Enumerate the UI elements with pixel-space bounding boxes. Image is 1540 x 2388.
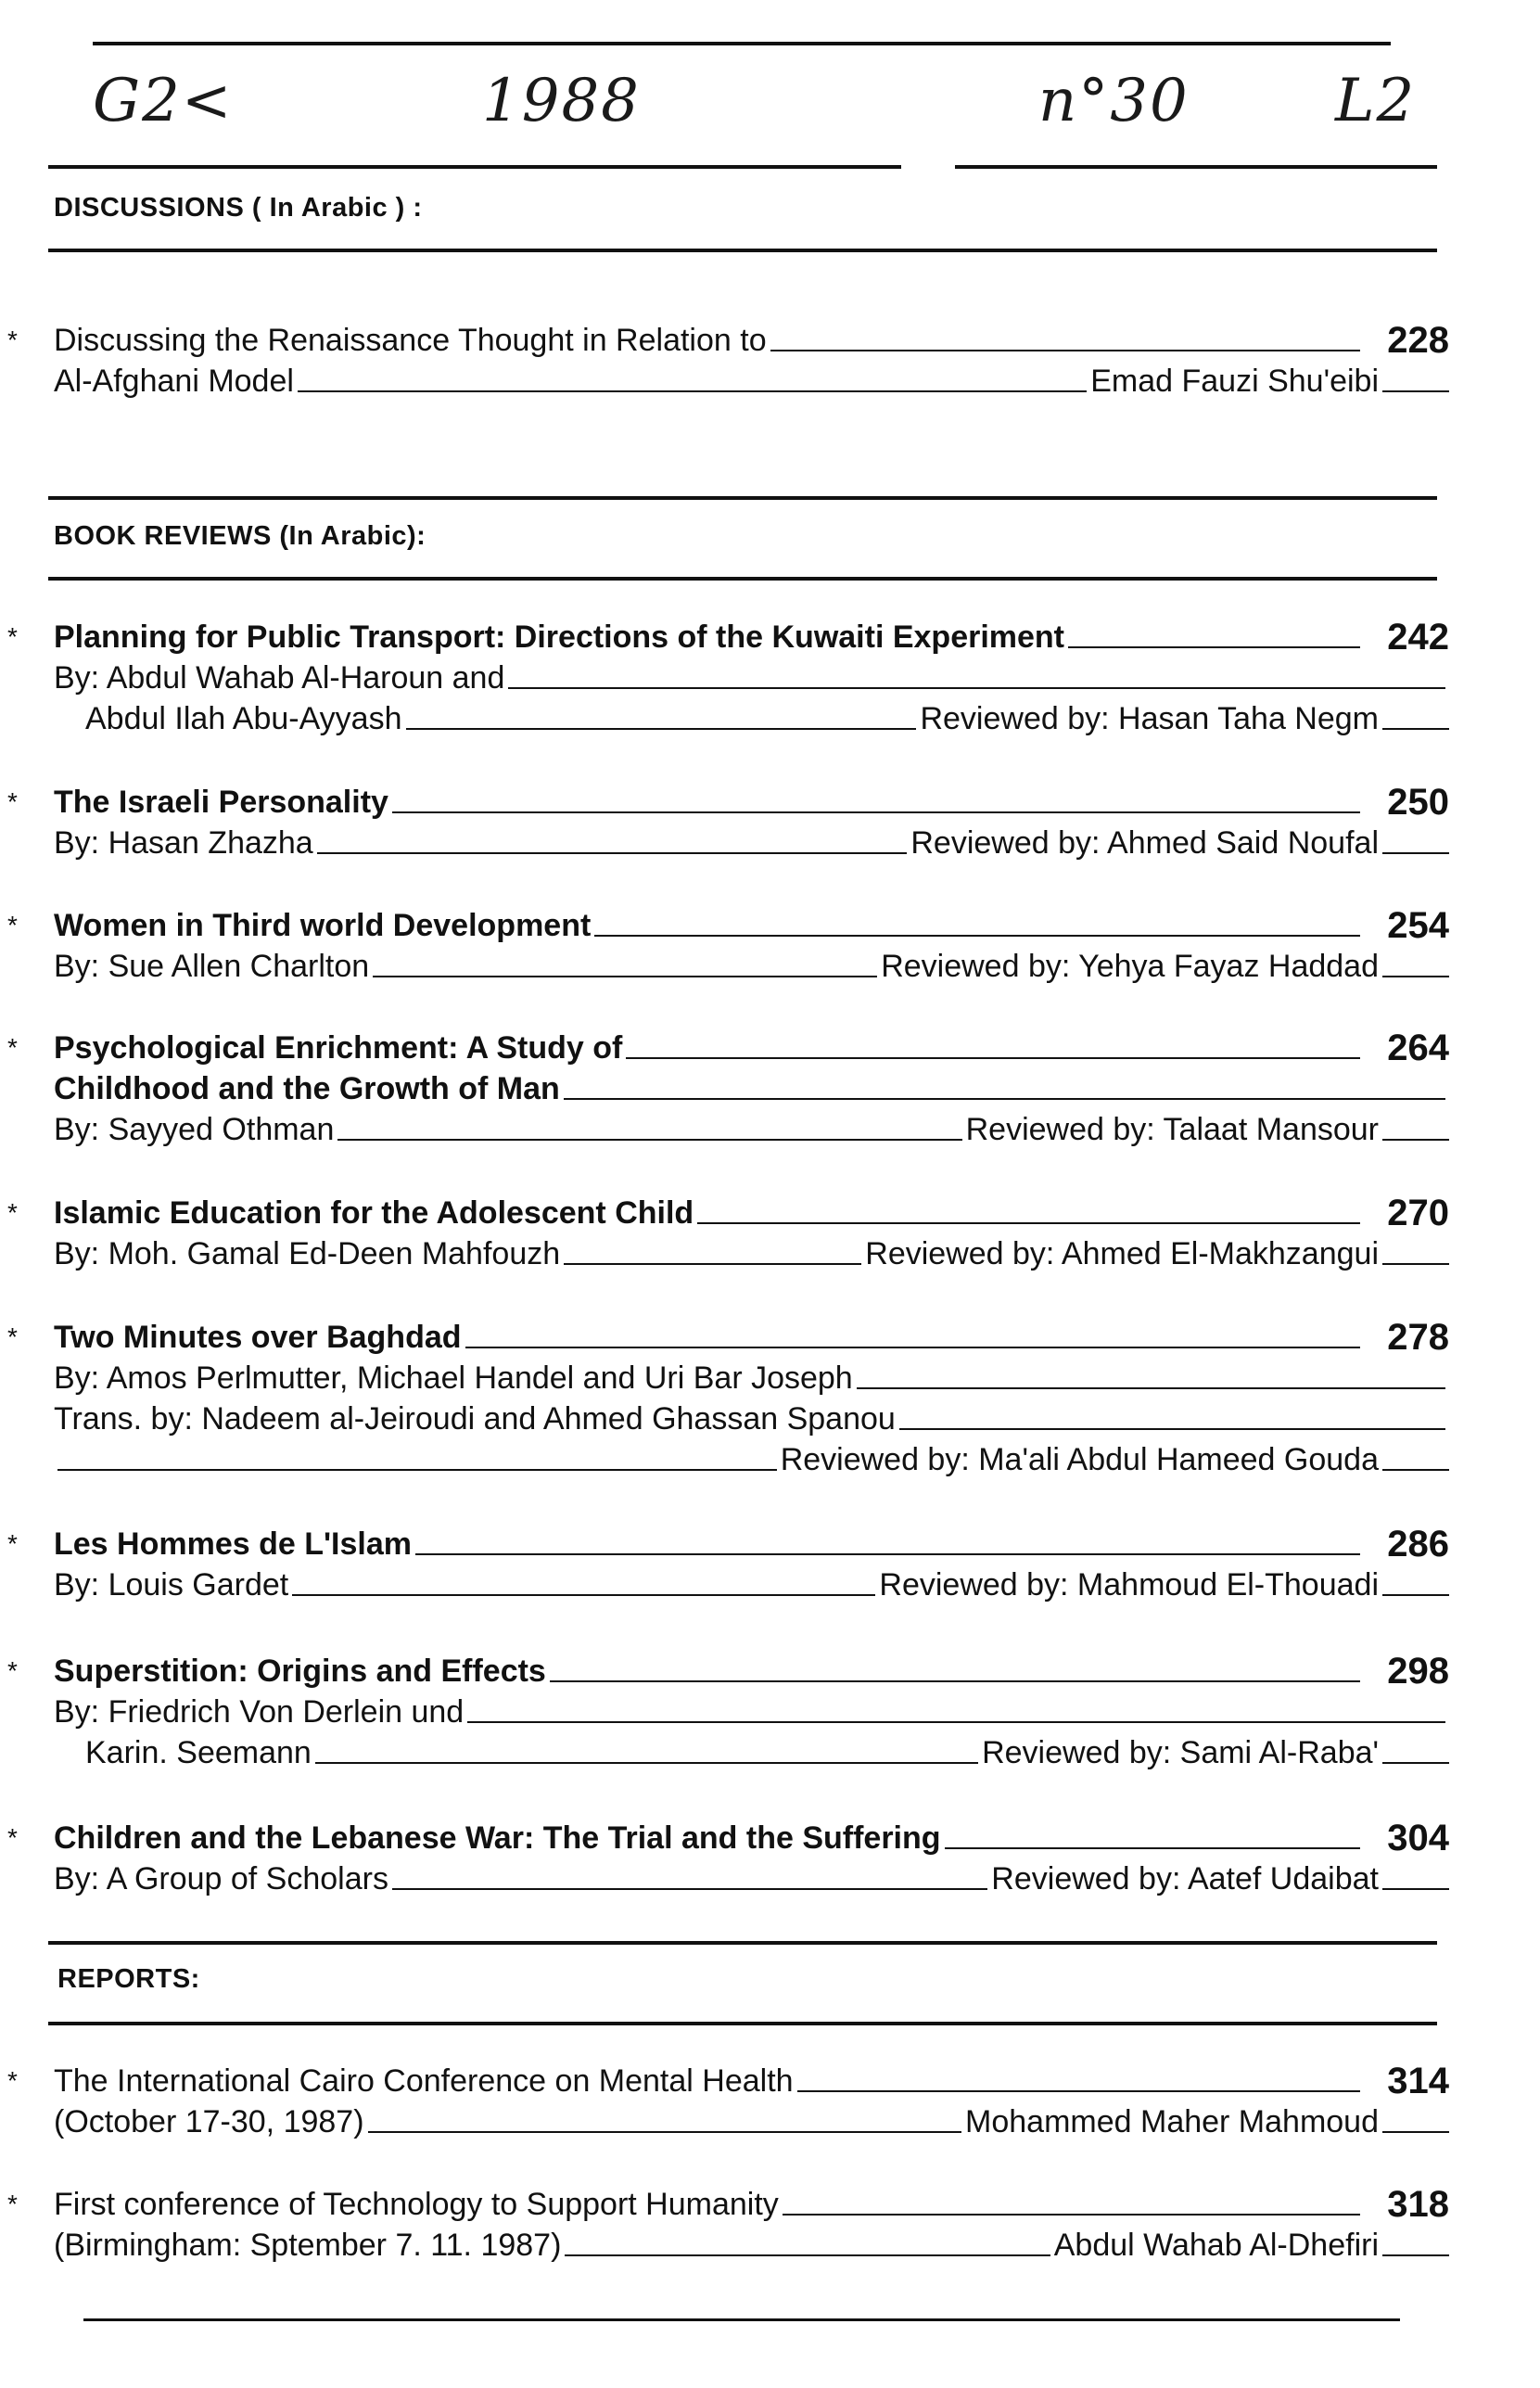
reports-rule-top — [48, 1941, 1437, 1945]
entry-translator: Trans. by: Nadeem al-Jeiroudi and Ahmed Ghassan Spanou — [54, 1401, 896, 1437]
leader-line — [770, 350, 1360, 351]
entry-title: Psychological Enrichment: A Study of — [54, 1030, 623, 1066]
bullet-star: * — [7, 911, 18, 939]
entry-author: By: Hasan Zhazha — [54, 825, 313, 861]
entry-reviewer-line — [54, 1858, 1449, 1899]
entry-author: Emad Fauzi Shu'eibi — [1090, 364, 1379, 399]
leader-line — [406, 728, 917, 730]
entry-title-line — [54, 1193, 1449, 1233]
leader-tail — [1382, 1888, 1449, 1890]
entry-title-line — [54, 1651, 1449, 1692]
leader-line — [945, 1847, 1360, 1849]
leader-line — [298, 390, 1087, 392]
bullet-star: * — [7, 1529, 18, 1558]
entry-title: Islamic Education for the Adolescent Child — [54, 1195, 694, 1231]
leader-line — [697, 1222, 1360, 1224]
leader-tail — [1382, 2131, 1449, 2133]
entry-by-line — [54, 1692, 1449, 1732]
page-number: 286 — [1387, 1524, 1449, 1564]
entry-reviewer-line — [54, 1564, 1449, 1605]
entry-title-line — [54, 1028, 1449, 1068]
entry-reviewer: Reviewed by: Talaat Mansour — [965, 1112, 1379, 1147]
entry-author: By: Abdul Wahab Al-Haroun and — [54, 660, 505, 696]
top-rule — [93, 42, 1391, 45]
leader-tail — [1382, 1469, 1449, 1471]
entry-title: Women in Third world Development — [54, 908, 592, 943]
entry-title-line — [54, 782, 1449, 823]
leader-tail — [1382, 728, 1449, 730]
handwritten-year: 1988 — [482, 67, 641, 135]
entry-author: Mohammed Maher Mahmoud — [965, 2104, 1379, 2139]
header-rule-right — [955, 165, 1437, 169]
leader-line — [57, 1469, 777, 1471]
leader-line — [465, 1347, 1360, 1348]
leader-line — [594, 935, 1360, 937]
leader-line — [1068, 646, 1360, 648]
page-number: 278 — [1387, 1317, 1449, 1358]
entry-reviewer: Reviewed by: Yehya Fayaz Haddad — [881, 949, 1379, 984]
entry-reviewer-line — [54, 698, 1449, 739]
leader-line — [373, 976, 877, 977]
reviews-rule-bottom — [48, 577, 1437, 581]
leader-tail — [1382, 1263, 1449, 1265]
header-rule-left — [48, 165, 901, 169]
page-number: 264 — [1387, 1028, 1449, 1068]
page-number: 298 — [1387, 1651, 1449, 1692]
page-number: 304 — [1387, 1818, 1449, 1858]
entry-reviewer: Reviewed by: Ma'ali Abdul Hameed Gouda — [780, 1442, 1379, 1477]
leader-tail — [1382, 1594, 1449, 1596]
leader-line — [317, 852, 908, 854]
entry-reviewer-line — [54, 1233, 1449, 1274]
entry-title-cont: Al-Afghani Model — [54, 364, 294, 399]
entry-title: Superstition: Origins and Effects — [54, 1654, 546, 1689]
leader-line — [550, 1680, 1360, 1682]
entry-title: Discussing the Renaissance Thought in Relation to — [54, 323, 767, 358]
entry-reviewer: Reviewed by: Ahmed El-Makhzangui — [865, 1236, 1379, 1271]
entry-title: First conference of Technology to Support Humanity — [54, 2187, 779, 2222]
leader-tail — [1382, 390, 1449, 392]
entry-author-cont: Abdul Ilah Abu-Ayyash — [85, 701, 402, 736]
bullet-star: * — [7, 2066, 18, 2095]
entry-reviewer-line — [54, 823, 1449, 863]
entry-reviewer-line — [54, 1439, 1449, 1480]
entry-author: By: Moh. Gamal Ed-Deen Mahfouzh — [54, 1236, 561, 1271]
entry-reviewer: Reviewed by: Sami Al-Raba' — [982, 1735, 1379, 1770]
leader-line — [626, 1057, 1360, 1059]
entry-title: Planning for Public Transport: Directions of the Kuwaiti Experiment — [54, 619, 1065, 655]
leader-tail — [1382, 1139, 1449, 1141]
entry-author: By: A Group of Scholars — [54, 1861, 388, 1896]
entry-by-line — [54, 658, 1449, 698]
entry-reviewer-line — [54, 946, 1449, 987]
entry-title-line — [54, 617, 1449, 658]
leader-line — [292, 1594, 875, 1596]
bullet-star: * — [7, 787, 18, 816]
entry-title: Two Minutes over Baghdad — [54, 1320, 462, 1355]
page-number: 254 — [1387, 905, 1449, 946]
entry-author-line — [54, 361, 1449, 402]
handwritten-mark: L2 — [1335, 67, 1417, 135]
entry-title-cont: (October 17-30, 1987) — [54, 2104, 364, 2139]
page-number: 314 — [1387, 2061, 1449, 2101]
entry-title-cont: (Birmingham: Sptember 7. 11. 1987) — [54, 2228, 562, 2263]
entry-author: By: Friedrich Von Derlein und — [54, 1694, 465, 1730]
leader-line — [467, 1721, 1445, 1723]
entry-reviewer: Reviewed by: Ahmed Said Noufal — [910, 825, 1379, 861]
leader-line — [565, 2254, 1050, 2256]
entry-reviewer: Reviewed by: Hasan Taha Negm — [920, 701, 1379, 736]
leader-tail — [1382, 852, 1449, 854]
bullet-star: * — [7, 622, 18, 651]
bullet-star: * — [7, 326, 18, 354]
leader-line — [783, 2214, 1360, 2216]
bullet-star: * — [7, 2190, 18, 2218]
bullet-star: * — [7, 1823, 18, 1852]
leader-tail — [1382, 976, 1449, 977]
section-discussions: DISCUSSIONS ( In Arabic ) : — [54, 193, 423, 223]
entry-title-line — [54, 1524, 1449, 1564]
leader-line — [315, 1762, 978, 1764]
reviews-rule-top — [48, 496, 1437, 500]
entry-author-line — [54, 2101, 1449, 2142]
entry-title: Children and the Lebanese War: The Trial and the Suffering — [54, 1820, 941, 1856]
entry-title-line — [54, 1818, 1449, 1858]
leader-tail — [1382, 1762, 1449, 1764]
entry-author-cont: Karin. Seemann — [85, 1735, 312, 1770]
leader-line — [508, 687, 1445, 689]
reports-rule-bottom — [48, 2022, 1437, 2025]
bullet-star: * — [7, 1656, 18, 1685]
leader-line — [337, 1139, 961, 1141]
section-book-reviews: BOOK REVIEWS (In Arabic): — [54, 521, 426, 551]
entry-author: By: Sayyed Othman — [54, 1112, 335, 1147]
entry-reviewer-line — [54, 1109, 1449, 1150]
entry-reviewer: Reviewed by: Aatef Udaibat — [991, 1861, 1379, 1896]
leader-line — [564, 1098, 1445, 1100]
entry-author: By: Sue Allen Charlton — [54, 949, 370, 984]
leader-tail — [1382, 2254, 1449, 2256]
page-number: 242 — [1387, 617, 1449, 658]
leader-line — [368, 2131, 962, 2133]
entry-title-cont-line — [54, 1068, 1449, 1109]
entry-author: By: Amos Perlmutter, Michael Handel and Uri Bar Joseph — [54, 1360, 853, 1396]
handwritten-number: n°30 — [1038, 67, 1190, 135]
page-number: 270 — [1387, 1193, 1449, 1233]
entry-title-line — [54, 905, 1449, 946]
entry-reviewer-line — [54, 1732, 1449, 1773]
leader-line — [857, 1387, 1445, 1389]
page-number: 228 — [1387, 320, 1449, 361]
entry-by-line — [54, 1358, 1449, 1398]
entry-title-line — [54, 2061, 1449, 2101]
entry-author-line — [54, 2225, 1449, 2266]
entry-title-line — [54, 1317, 1449, 1358]
entry-translator-line — [54, 1398, 1449, 1439]
leader-line — [564, 1263, 861, 1265]
entry-title-line — [54, 2184, 1449, 2225]
page-number: 318 — [1387, 2184, 1449, 2225]
entry-title-cont: Childhood and the Growth of Man — [54, 1071, 560, 1106]
page-number: 250 — [1387, 782, 1449, 823]
section-reports: REPORTS: — [57, 1964, 200, 1994]
entry-title-line — [54, 320, 1449, 361]
entry-title: Les Hommes de L'Islam — [54, 1526, 413, 1562]
entry-title: The Israeli Personality — [54, 785, 388, 820]
bullet-star: * — [7, 1198, 18, 1227]
entry-author: By: Louis Gardet — [54, 1567, 289, 1603]
leader-line — [415, 1553, 1360, 1555]
leader-line — [392, 1888, 987, 1890]
bullet-star: * — [7, 1033, 18, 1062]
discussions-rule — [48, 249, 1437, 252]
leader-line — [392, 811, 1360, 813]
entry-title: The International Cairo Conference on Mental Health — [54, 2063, 794, 2099]
bullet-star: * — [7, 1322, 18, 1351]
entry-author: Abdul Wahab Al-Dhefiri — [1053, 2228, 1379, 2263]
leader-line — [797, 2090, 1360, 2092]
entry-reviewer: Reviewed by: Mahmoud El-Thouadi — [879, 1567, 1379, 1603]
leader-line — [899, 1428, 1445, 1430]
bottom-rule — [83, 2318, 1400, 2321]
handwritten-code: G2< — [93, 67, 234, 135]
